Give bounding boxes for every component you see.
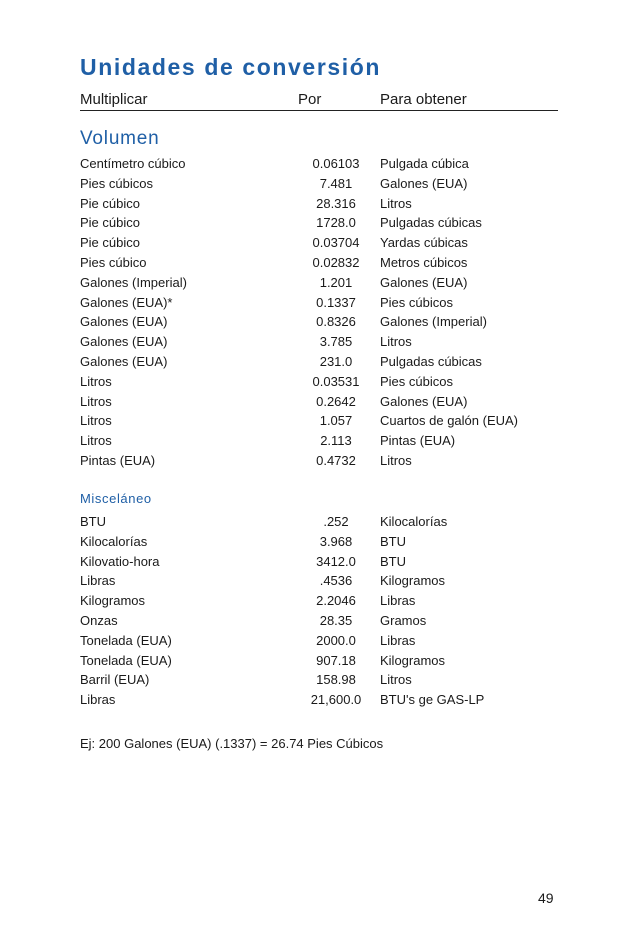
unit-to: Galones (EUA)	[380, 393, 468, 409]
conversion-row	[80, 593, 558, 613]
section-title-volume: Volumen	[80, 128, 160, 149]
factor: .4536	[319, 573, 353, 589]
unit-to: BTU	[380, 553, 406, 569]
unit-to: Galones (EUA)	[380, 274, 468, 290]
unit-from: Tonelada (EUA)	[80, 652, 172, 668]
factor: 0.8326	[316, 314, 356, 330]
factor: 2.113	[320, 433, 352, 449]
factor: 0.4732	[316, 452, 356, 468]
factor: 2000.0	[316, 632, 356, 648]
conversion-row	[80, 514, 558, 534]
unit-to: Litros	[380, 334, 412, 350]
factor: 3.785	[319, 334, 353, 350]
factor: 21,600.0	[310, 692, 362, 708]
conversion-row	[80, 613, 558, 633]
column-header-multiply: Multiplicar	[80, 91, 148, 108]
factor: 3412.0	[316, 553, 356, 569]
unit-to: Litros	[380, 195, 412, 211]
unit-to: Cuartos de galón (EUA)	[380, 413, 519, 429]
unit-to: Pies cúbicos	[380, 373, 453, 389]
factor: 3.968	[319, 533, 353, 549]
unit-from: Galones (EUA)	[80, 334, 168, 350]
conversion-row	[80, 314, 558, 334]
factor: 1.201	[319, 274, 353, 290]
factor: 158.98	[316, 672, 356, 688]
conversion-row	[80, 374, 558, 394]
unit-from: Galones (EUA)	[80, 314, 168, 330]
conversion-row	[80, 176, 558, 196]
factor: .252	[323, 514, 349, 529]
conversion-row	[80, 354, 558, 374]
factor: 0.2642	[316, 393, 356, 409]
unit-to: Litros	[380, 452, 412, 468]
unit-from: Libras	[80, 573, 116, 589]
unit-to: Libras	[380, 593, 416, 609]
factor: 0.02832	[312, 254, 360, 270]
factor: 2.2046	[316, 593, 356, 609]
unit-to: BTU	[380, 533, 406, 549]
conversion-row	[80, 334, 558, 354]
page-title: Unidades de conversión	[80, 54, 382, 80]
unit-to: Litros	[380, 672, 412, 688]
conversion-row	[80, 433, 558, 453]
unit-from: Pie cúbico	[80, 235, 140, 251]
unit-to: Gramos	[380, 612, 427, 628]
factor: 907.18	[316, 652, 356, 668]
conversion-row	[80, 235, 558, 255]
conversion-row	[80, 413, 558, 433]
factor: 0.03704	[312, 235, 360, 251]
factor: 0.06103	[312, 156, 360, 171]
unit-to: BTU's ge GAS-LP	[380, 692, 485, 708]
section-title-misc: Misceláneo	[80, 491, 152, 506]
conversion-row	[80, 394, 558, 414]
unit-to: Kilocalorías	[380, 514, 448, 529]
unit-from: Litros	[80, 413, 112, 429]
conversion-row	[80, 275, 558, 295]
page-number: 49	[538, 890, 554, 906]
conversion-row	[80, 215, 558, 235]
unit-from: Pintas (EUA)	[80, 452, 156, 468]
unit-from: Galones (Imperial)	[80, 274, 187, 290]
unit-to: Kilogramos	[380, 573, 446, 589]
unit-to: Pulgadas cúbicas	[380, 353, 482, 369]
unit-from: Galones (EUA)	[80, 353, 168, 369]
unit-from: Litros	[80, 373, 112, 389]
factor: 0.1337	[316, 294, 356, 310]
unit-from: Libras	[80, 692, 116, 708]
unit-from: Pie cúbico	[80, 195, 140, 211]
unit-from: Barril (EUA)	[80, 672, 150, 688]
unit-to: Pintas (EUA)	[380, 433, 456, 449]
unit-from: BTU	[80, 514, 106, 529]
conversion-row	[80, 196, 558, 216]
unit-from: Pie cúbico	[80, 215, 140, 231]
unit-from: Pies cúbico	[80, 254, 147, 270]
unit-from: Litros	[80, 393, 112, 409]
conversion-row	[80, 573, 558, 593]
unit-from: Litros	[80, 433, 112, 449]
conversion-row	[80, 554, 558, 574]
factor: 231.0	[319, 353, 353, 369]
factor: 1.057	[319, 413, 353, 429]
unit-from: Centímetro cúbico	[80, 156, 186, 171]
conversion-row	[80, 633, 558, 653]
unit-from: Onzas	[80, 612, 118, 628]
conversion-row	[80, 534, 558, 554]
unit-to: Galones (EUA)	[380, 175, 468, 191]
factor: 0.03531	[312, 373, 360, 389]
misc-conversion-list	[80, 514, 558, 712]
factor: 28.35	[319, 612, 353, 628]
conversion-row	[80, 653, 558, 673]
unit-to: Libras	[380, 632, 416, 648]
unit-from: Kilogramos	[80, 593, 146, 609]
conversion-row	[80, 692, 558, 712]
example-text: Ej: 200 Galones (EUA) (.1337) = 26.74 Pies Cúbicos	[80, 736, 384, 751]
unit-to: Metros cúbicos	[380, 254, 468, 270]
unit-from: Galones (EUA)*	[80, 294, 173, 310]
factor: 28.316	[316, 195, 356, 211]
unit-from: Pies cúbicos	[80, 175, 153, 191]
unit-from: Tonelada (EUA)	[80, 632, 172, 648]
unit-to: Pulgadas cúbicas	[380, 215, 482, 231]
conversion-row	[80, 295, 558, 315]
column-header-obtain: Para obtener	[380, 91, 467, 108]
unit-to: Pulgada cúbica	[380, 156, 469, 171]
unit-to: Pies cúbicos	[380, 294, 453, 310]
column-header-by: Por	[298, 91, 322, 108]
conversion-row	[80, 672, 558, 692]
conversion-row	[80, 453, 558, 473]
unit-from: Kilocalorías	[80, 533, 148, 549]
conversion-row	[80, 156, 558, 176]
factor: 7.481	[319, 175, 353, 191]
factor: 1728.0	[316, 215, 356, 231]
volume-conversion-list	[80, 156, 558, 473]
unit-to: Yardas cúbicas	[380, 235, 468, 251]
conversion-row	[80, 255, 558, 275]
unit-to: Kilogramos	[380, 652, 446, 668]
table-header	[80, 91, 558, 111]
unit-from: Kilovatio-hora	[80, 553, 160, 569]
unit-to: Galones (Imperial)	[380, 314, 487, 330]
